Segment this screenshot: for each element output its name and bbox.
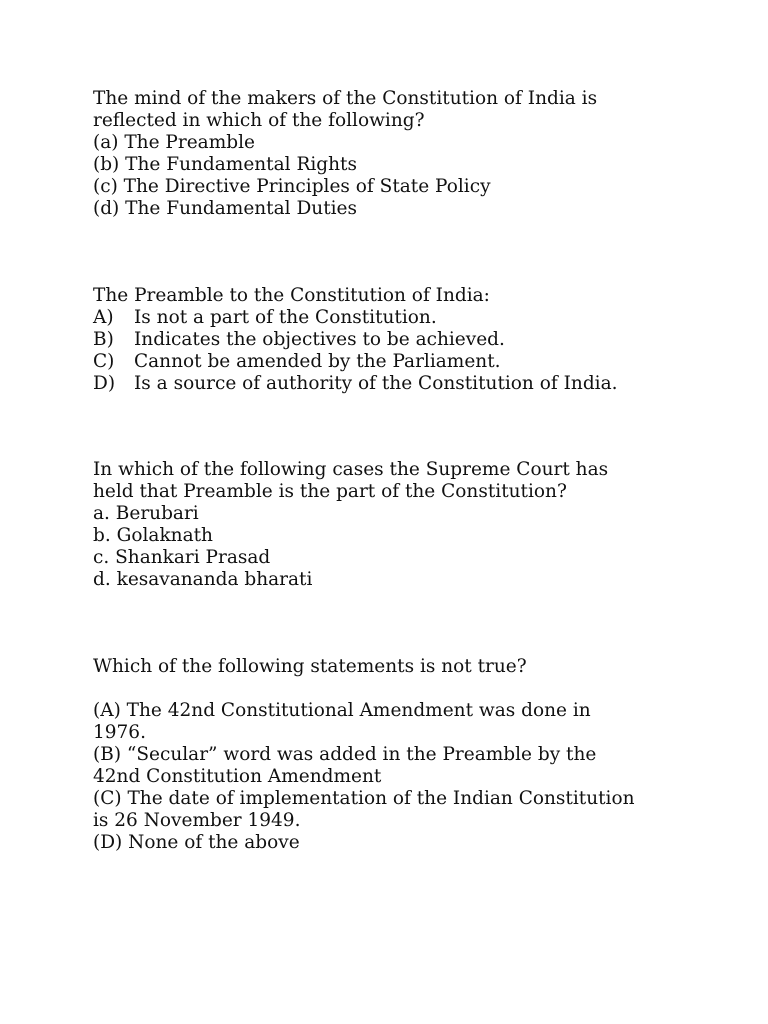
question-4-option-b-line-2: 42nd Constitution Amendment bbox=[93, 766, 382, 787]
question-3-option-d: d. kesavananda bharati bbox=[93, 569, 313, 590]
question-1-option-c: (c) The Directive Principles of State Policy bbox=[93, 176, 491, 197]
question-1-option-d: (d) The Fundamental Duties bbox=[93, 198, 357, 219]
question-1-option-b: (b) The Fundamental Rights bbox=[93, 154, 357, 175]
question-4-option-a-line-1: (A) The 42nd Constitutional Amendment was done in bbox=[93, 700, 591, 721]
question-4-option-b-line-1: (B) “Secular” word was added in the Preamble by the bbox=[93, 744, 597, 765]
question-1-stem-line-1: The mind of the makers of the Constitution of India is bbox=[93, 88, 598, 109]
question-2-option-a-letter: A) bbox=[93, 307, 114, 328]
question-2-option-c bbox=[93, 351, 733, 373]
question-3 bbox=[93, 459, 733, 591]
question-2-option-b-letter: B) bbox=[93, 329, 114, 350]
question-4 bbox=[93, 656, 733, 854]
question-2-option-d bbox=[93, 373, 733, 395]
question-3-stem-line-1: In which of the following cases the Supreme Court has bbox=[93, 459, 609, 480]
question-2-option-c-text: Cannot be amended by the Parliament. bbox=[134, 351, 501, 372]
question-4-spacer bbox=[93, 678, 733, 700]
question-4-option-d: (D) None of the above bbox=[93, 832, 300, 853]
question-2-option-b bbox=[93, 329, 733, 351]
question-3-option-b: b. Golaknath bbox=[93, 525, 213, 546]
question-4-option-c-line-2: is 26 November 1949. bbox=[93, 810, 301, 831]
question-2-option-a bbox=[93, 307, 733, 329]
question-2-option-a-text: Is not a part of the Constitution. bbox=[134, 307, 437, 328]
question-1-stem-line-2: reflected in which of the following? bbox=[93, 110, 425, 131]
question-2-option-d-letter: D) bbox=[93, 373, 116, 394]
question-2-option-b-text: Indicates the objectives to be achieved. bbox=[134, 329, 505, 350]
question-3-option-c: c. Shankari Prasad bbox=[93, 547, 271, 568]
question-4-stem-line-1: Which of the following statements is not true? bbox=[93, 656, 527, 677]
question-4-option-c-line-1: (C) The date of implementation of the Indian Constitution bbox=[93, 788, 635, 809]
question-2-option-c-letter: C) bbox=[93, 351, 115, 372]
question-1-option-a: (a) The Preamble bbox=[93, 132, 255, 153]
question-3-stem-line-2: held that Preamble is the part of the Constitution? bbox=[93, 481, 567, 502]
question-2-stem-line-1: The Preamble to the Constitution of India: bbox=[93, 285, 490, 306]
question-1 bbox=[93, 88, 733, 220]
question-2 bbox=[93, 285, 733, 395]
question-4-option-a-line-2: 1976. bbox=[93, 722, 146, 743]
question-3-option-a: a. Berubari bbox=[93, 503, 199, 524]
question-2-option-d-text: Is a source of authority of the Constitution of India. bbox=[134, 373, 618, 394]
